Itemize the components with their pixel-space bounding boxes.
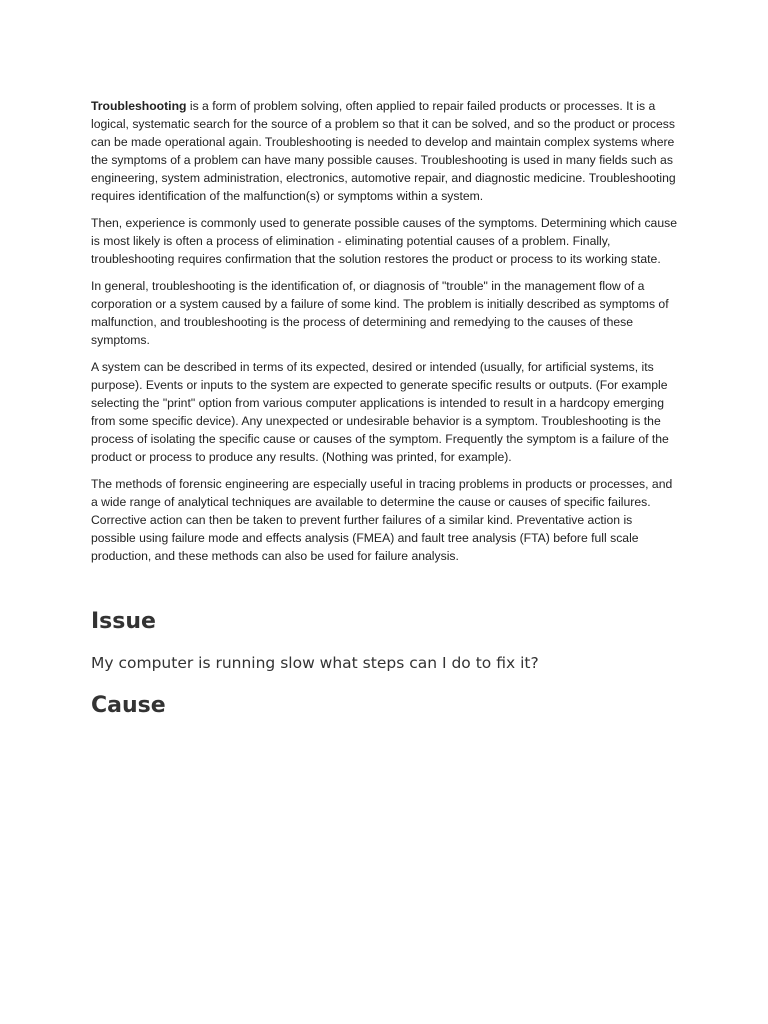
issue-heading: Issue [91, 609, 156, 634]
paragraph-forensic: The methods of forensic engineering are especially useful in tracing problems in products or processes, and a wide range of analytical techniques are available to determine the cause or causes of specific failures. Corrective action can then be taken to prevent further failures of a similar kind. Preventative action is possible using failure mode and effects analysis (FMEA) and fault tree analysis (FTA) before full scale production, and these methods can also be used for failure analysis. [91, 477, 673, 563]
paragraph-experience: Then, experience is commonly used to generate possible causes of the symptoms. Determining which cause is most likely is often a process of elimination - eliminating potential causes of a problem. Finally, troubleshooting requires confirmation that the solution restores the product or process to its working state. [91, 216, 677, 266]
document-body [91, 97, 677, 720]
paragraph-general: In general, troubleshooting is the identification of, or diagnosis of "trouble" in the management flow of a corporation or a system caused by a failure of some kind. The problem is initially described as symptoms of malfunction, and troubleshooting is the process of determining and remedying to the causes of these symptoms. [91, 279, 669, 347]
intro-paragraph [91, 97, 677, 205]
intro-definition: is a form of problem solving, often applied to repair failed products or processes. It is a logical, systematic search for the source of a problem so that it can be solved, and so the product or process can be made operational again. Troubleshooting is needed to develop and maintain complex systems where the symptoms of a problem can have many possible causes. Troubleshooting is used in many fields such as engineering, system administration, electronics, automotive repair, and diagnostic medicine. Troubleshooting requires identification of the malfunction(s) or symptoms within a system. [91, 99, 676, 203]
issue-text: My computer is running slow what steps can I do to fix it? [91, 654, 539, 672]
paragraph-system: A system can be described in terms of its expected, desired or intended (usually, for artificial systems, its purpose). Events or inputs to the system are expected to generate specific results or outputs. (For example selecting the "print" option from various computer applications is intended to result in a hardcopy emerging from some specific device). Any unexpected or undesirable behavior is a symptom. Troubleshooting is the process of isolating the specific cause or causes of the symptom. Frequently the symptom is a failure of the product or process to produce any results. (Nothing was printed, for example). [91, 360, 669, 464]
intro-term: Troubleshooting [91, 99, 187, 113]
cause-heading: Cause [91, 693, 166, 718]
